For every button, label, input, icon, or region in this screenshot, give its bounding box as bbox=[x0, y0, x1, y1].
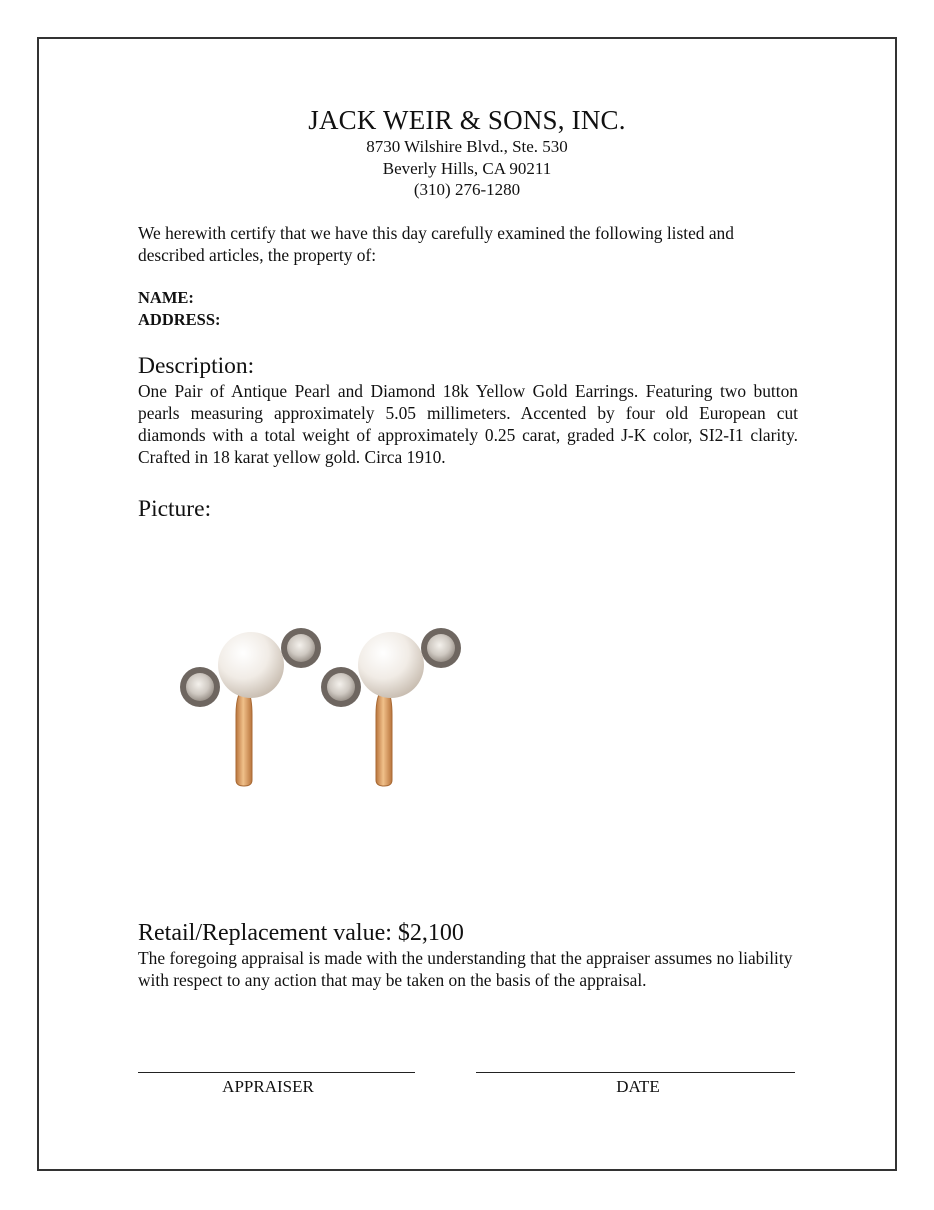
address-line-2: Beverly Hills, CA 90211 bbox=[382, 158, 552, 178]
name-label: NAME: bbox=[138, 288, 194, 307]
description-heading: Description: bbox=[138, 353, 255, 379]
company-name: JACK WEIR & SONS, INC. bbox=[308, 105, 626, 135]
owner-fields bbox=[138, 287, 798, 330]
address-line-1: 8730 Wilshire Blvd., Ste. 530 bbox=[366, 137, 568, 156]
address-label: ADDRESS: bbox=[138, 309, 221, 329]
date-label: DATE bbox=[616, 1077, 660, 1096]
appraiser-label: APPRAISER bbox=[222, 1077, 314, 1096]
appraiser-signature-line bbox=[138, 1072, 415, 1073]
date-signature-line bbox=[476, 1072, 795, 1073]
certification-statement: We herewith certify that we have this day carefully examined the following listed and described articles, the property of: bbox=[138, 223, 734, 265]
document-border bbox=[37, 37, 897, 1171]
earrings-photo bbox=[170, 610, 480, 800]
liability-disclaimer: The foregoing appraisal is made with the understanding that the appraiser assumes no liability with respect to any action that may be taken on the basis of the appraisal. bbox=[138, 948, 793, 990]
letterhead bbox=[0, 104, 934, 201]
picture-heading: Picture: bbox=[138, 496, 212, 522]
earring-left bbox=[180, 628, 321, 786]
phone-number: (310) 276-1280 bbox=[413, 180, 521, 199]
earring-right bbox=[321, 628, 461, 786]
replacement-value: Retail/Replacement value: $2,100 bbox=[138, 920, 464, 946]
description-text: One Pair of Antique Pearl and Diamond 18k Yellow Gold Earrings. Featuring two button pearls measuring approximately 5.05 millimeters. Accented by four old European cut diamonds with a total weight of approximately 0.25 carat, graded J-K color, SI2-I1 clarity. Crafted in 18 karat yellow gold. Circa 1910. bbox=[138, 381, 798, 467]
